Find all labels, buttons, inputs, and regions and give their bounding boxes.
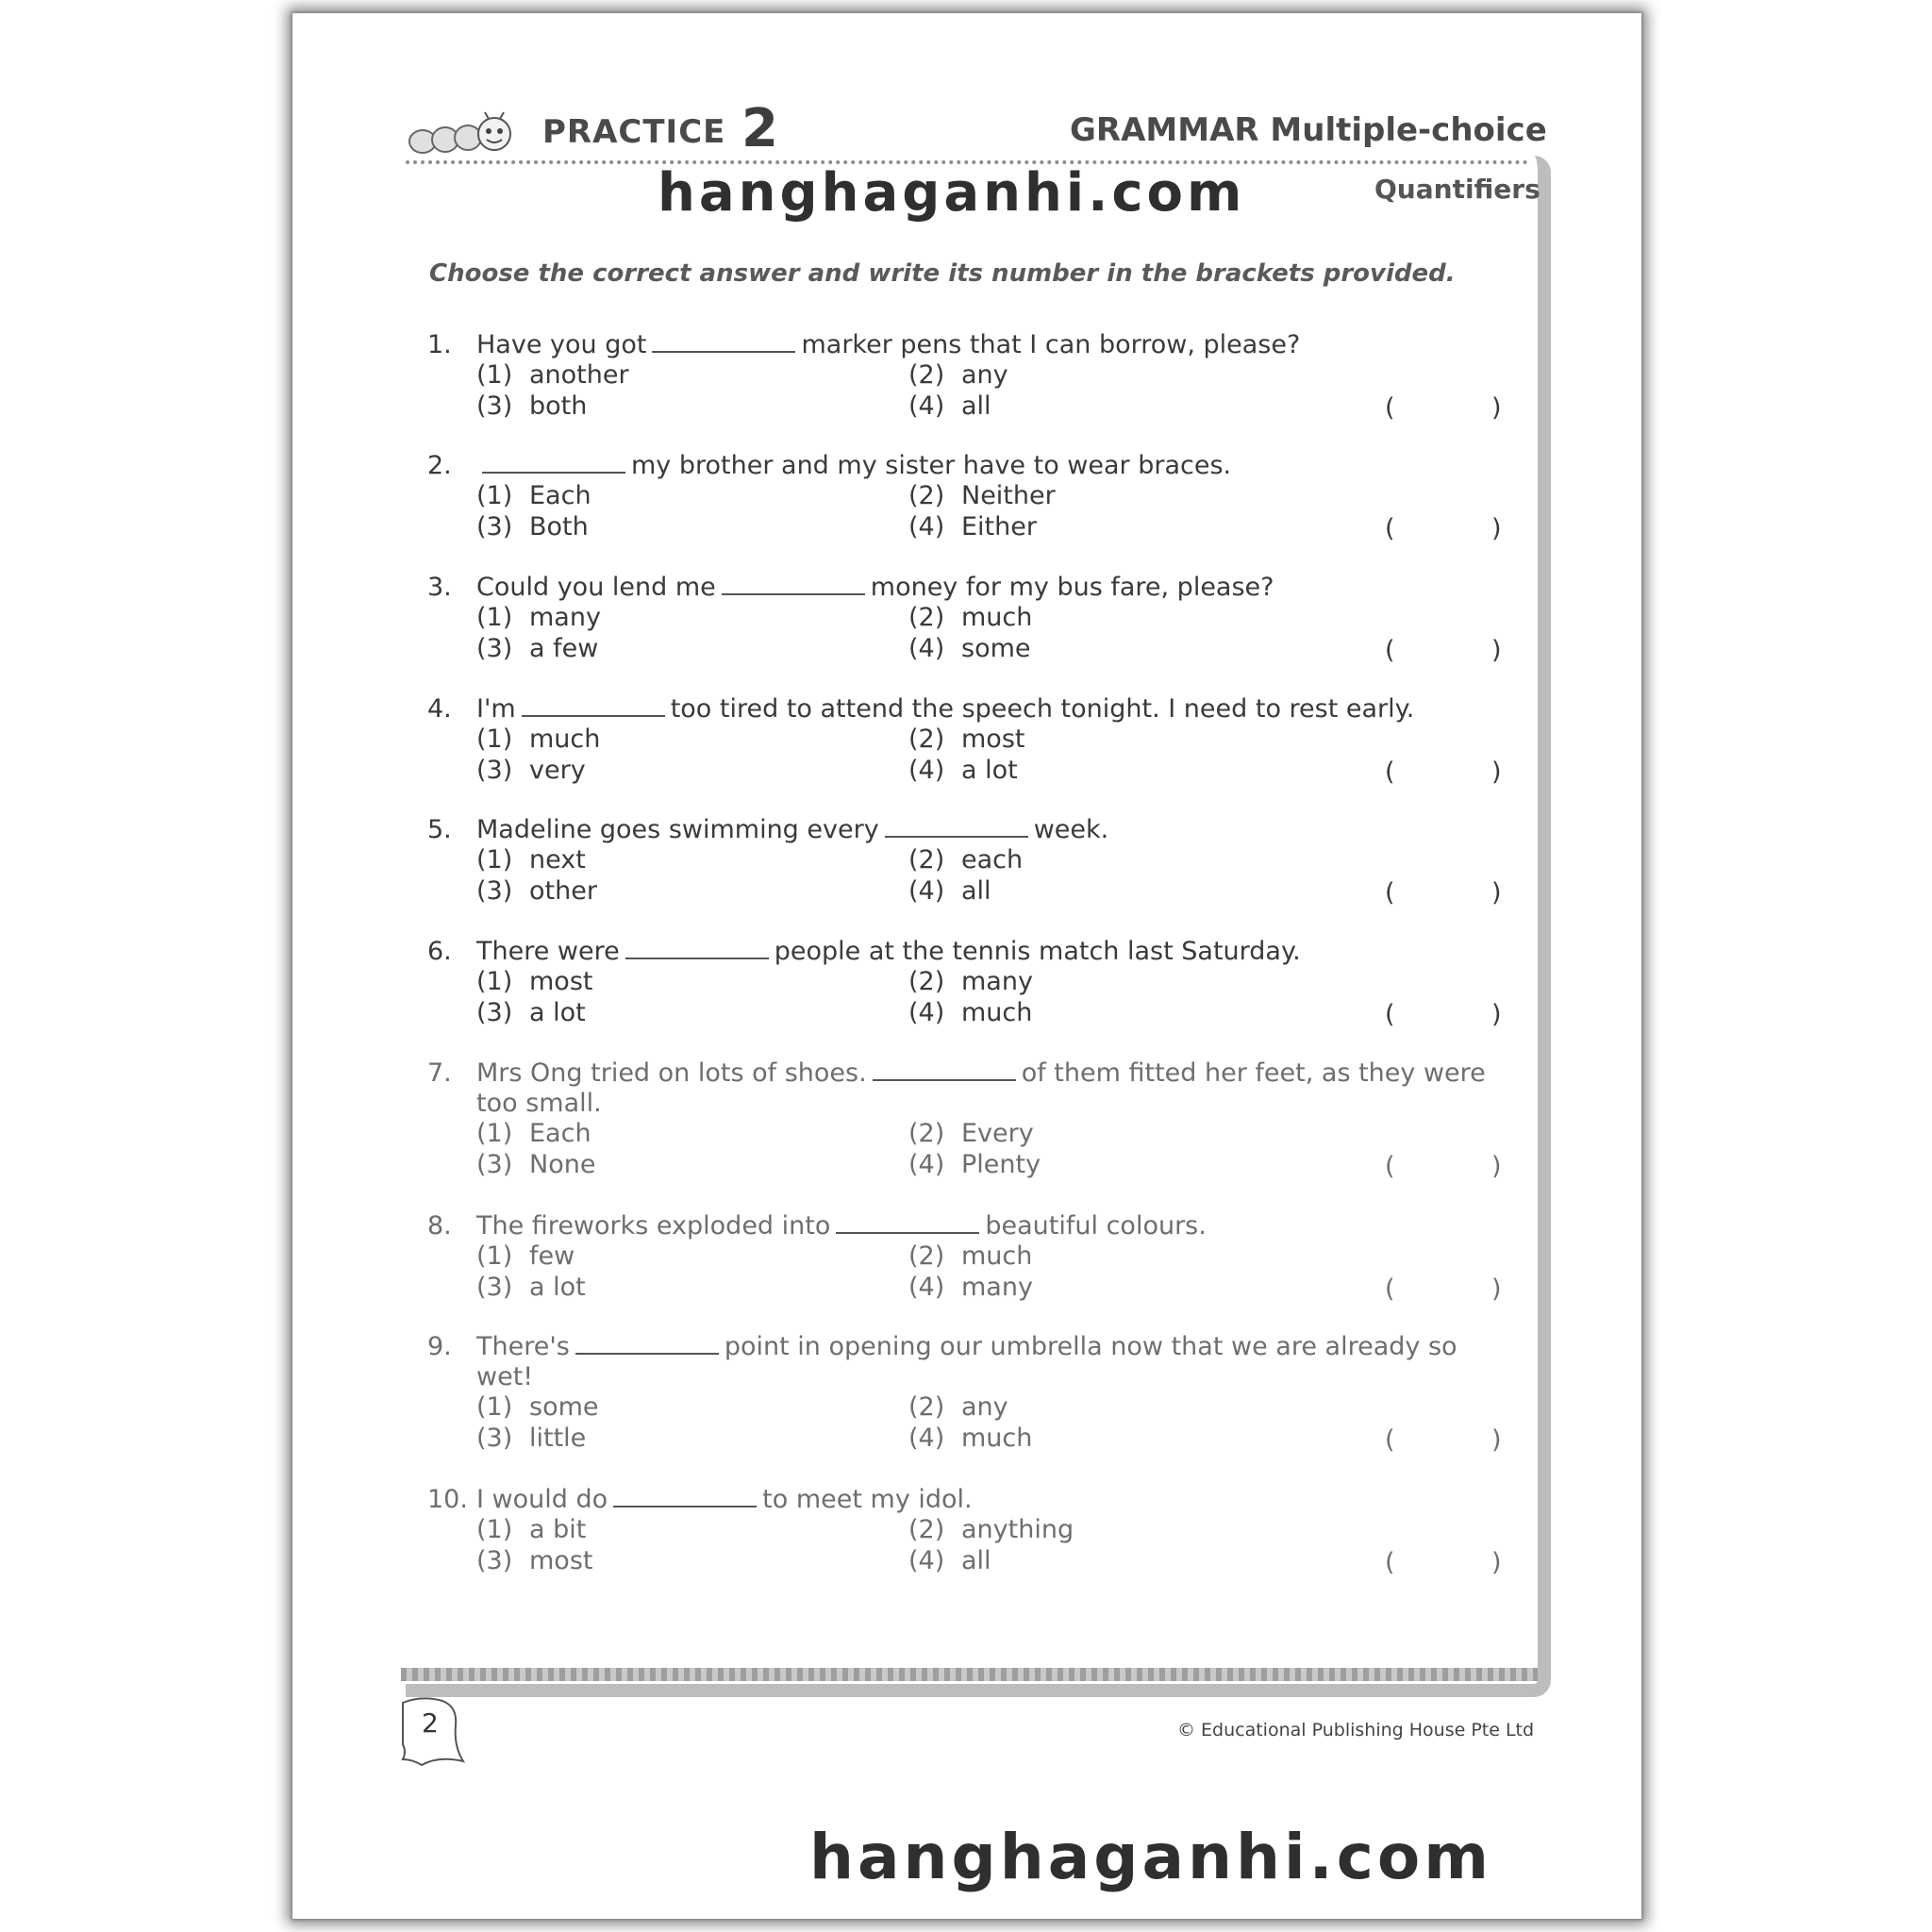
answer-bracket-close[interactable]: ) [1491,514,1502,543]
option-text: many [961,967,1033,996]
answer-bracket-open[interactable]: ( [1385,1274,1395,1304]
answer-option[interactable] [908,1546,991,1575]
answer-blank[interactable] [836,1213,979,1234]
answer-bracket-open[interactable]: ( [1385,636,1395,665]
option-text: next [529,845,586,874]
stem-after-blank: point in opening our umbrella now that we are already so [724,1332,1457,1361]
option-text: a lot [961,756,1018,785]
answer-option[interactable] [908,998,1032,1027]
option-number: (1) [476,1392,513,1422]
page-number-tab [401,1693,476,1767]
answer-blank[interactable] [522,696,665,717]
answer-bracket-close[interactable]: ) [1491,1274,1502,1304]
question-stem [476,694,1495,724]
answer-option[interactable] [476,634,598,663]
answer-option[interactable] [476,724,600,754]
option-number: (2) [908,967,945,996]
answer-option[interactable] [908,1241,1032,1271]
option-text: much [961,1424,1033,1453]
stem-continuation: wet! [476,1362,534,1391]
answer-bracket-open[interactable]: ( [1385,878,1395,908]
question-stem [476,1058,1495,1119]
answer-bracket-close[interactable]: ) [1491,878,1502,908]
answer-bracket-close[interactable]: ) [1491,636,1502,665]
stem-continuation: too small. [476,1089,602,1118]
answer-bracket-open[interactable]: ( [1385,758,1395,787]
option-number: (3) [476,1424,513,1453]
question-number: 1. [427,330,452,359]
option-text: much [961,603,1033,632]
answer-option[interactable] [908,876,991,906]
option-text: other [529,876,597,906]
answer-option[interactable] [908,1150,1041,1179]
option-number: (4) [908,1150,945,1179]
answer-bracket-close[interactable]: ) [1491,1152,1502,1181]
practice-label: PRACTICE [542,113,726,151]
option-number: (4) [908,391,945,421]
answer-bracket-open[interactable]: ( [1385,393,1395,423]
answer-blank[interactable] [613,1487,757,1507]
answer-option[interactable] [476,998,586,1027]
question-stem [476,1332,1495,1392]
answer-option[interactable] [476,1546,592,1575]
answer-option[interactable] [908,756,1018,785]
option-text: most [961,724,1025,754]
question-number: 6. [427,937,452,966]
answer-option[interactable] [908,967,1033,996]
question-stem [476,937,1495,967]
caterpillar-icon [406,111,526,158]
question-number: 8. [427,1211,452,1241]
answer-bracket-open[interactable]: ( [1385,1548,1395,1577]
option-number: (1) [476,724,513,754]
answer-bracket-open[interactable]: ( [1385,514,1395,543]
option-text: all [961,391,991,421]
option-text: a bit [529,1515,587,1544]
option-number: (1) [476,481,513,510]
option-text: many [961,1273,1033,1302]
answer-bracket-open[interactable]: ( [1385,1000,1395,1029]
option-text: Each [529,481,591,510]
option-text: any [961,360,1008,390]
stem-after-blank: people at the tennis match last Saturday. [774,937,1301,966]
answer-bracket-close[interactable]: ) [1491,1548,1502,1577]
answer-bracket-close[interactable]: ) [1491,1000,1502,1029]
answer-option[interactable] [908,1273,1033,1302]
answer-blank[interactable] [873,1060,1016,1081]
answer-option[interactable] [476,1424,586,1453]
stem-before-blank: Madeline goes swimming every [476,815,879,844]
option-number: (3) [476,1150,513,1179]
answer-option[interactable] [908,603,1032,632]
practice-number: 2 [741,98,778,159]
answer-option[interactable] [476,967,592,996]
option-number: (4) [908,998,945,1027]
option-number: (4) [908,512,945,541]
option-text: each [961,845,1024,874]
stem-before-blank: The fireworks exploded into [476,1211,831,1241]
option-text: very [529,756,586,785]
answer-option[interactable] [908,1424,1032,1453]
answer-option[interactable] [476,603,601,632]
option-text: None [529,1150,596,1179]
option-text: all [961,1546,991,1575]
option-text: much [961,1241,1033,1271]
option-number: (2) [908,1392,945,1422]
stem-before-blank: Mrs Ong tried on lots of shoes. [476,1058,867,1088]
option-text: Either [961,512,1037,541]
stem-after-blank: to meet my idol. [762,1485,973,1514]
option-number: (3) [476,1546,513,1575]
option-number: (2) [908,724,945,754]
stem-after-blank: too tired to attend the speech tonight. I need to rest early. [670,694,1415,724]
answer-option[interactable] [908,1119,1034,1148]
option-number: (3) [476,634,513,663]
question-stem [476,330,1495,360]
watermark-bottom: hanghaganhi.com [809,1821,1492,1893]
answer-option[interactable] [908,1515,1074,1544]
option-text: both [529,391,588,421]
stem-after-blank: beautiful colours. [985,1211,1207,1241]
option-text: all [961,876,991,906]
option-text: most [529,1546,593,1575]
stem-after-blank: marker pens that I can borrow, please? [801,330,1301,359]
option-text: Neither [961,481,1056,510]
option-text: Both [529,512,589,541]
answer-option[interactable] [908,391,991,421]
option-text: most [529,967,593,996]
answer-option[interactable] [476,481,591,510]
option-number: (3) [476,876,513,906]
question-number: 5. [427,815,452,844]
option-number: (1) [476,1119,513,1148]
option-number: (4) [908,1546,945,1575]
stem-before-blank: Could you lend me [476,573,716,602]
answer-option[interactable] [476,1150,595,1179]
stem-after-blank: my brother and my sister have to wear braces. [631,451,1232,480]
answer-bracket-close[interactable]: ) [1491,1425,1502,1455]
option-number: (3) [476,391,513,421]
answer-option[interactable] [476,1119,591,1148]
answer-option[interactable] [908,1392,1008,1422]
question-stem [476,451,1495,481]
answer-option[interactable] [476,845,586,874]
option-number: (4) [908,1424,945,1453]
answer-option[interactable] [476,1273,586,1302]
footer-divider [401,1668,1538,1681]
page-number: 2 [422,1707,439,1739]
question-number: 2. [427,451,452,480]
answer-blank[interactable] [652,332,795,353]
question-number: 3. [427,573,452,602]
option-number: (4) [908,634,945,663]
answer-bracket-close[interactable]: ) [1491,758,1502,787]
option-text: much [961,998,1033,1027]
option-number: (4) [908,876,945,906]
page-title: GRAMMAR Multiple-choice [1070,111,1547,149]
answer-option[interactable] [476,1241,575,1271]
question-stem [476,1485,1495,1515]
question-number: 4. [427,694,452,724]
option-number: (3) [476,756,513,785]
option-number: (3) [476,512,513,541]
option-number: (2) [908,603,945,632]
stem-after-blank: week. [1033,815,1109,844]
answer-blank[interactable] [575,1334,719,1355]
option-number: (2) [908,1241,945,1271]
answer-bracket-open[interactable]: ( [1385,1425,1395,1455]
option-number: (1) [476,603,513,632]
answer-bracket-close[interactable]: ) [1491,393,1502,423]
option-text: another [529,360,629,390]
option-text: a lot [529,998,586,1027]
option-text: anything [961,1515,1074,1544]
stem-before-blank: I'm [476,694,516,724]
answer-blank[interactable] [482,453,625,474]
option-text: Each [529,1119,591,1148]
answer-option[interactable] [908,724,1024,754]
answer-blank[interactable] [625,939,769,959]
answer-option[interactable] [476,391,587,421]
stem-after-blank: of them fitted her feet, as they were [1021,1058,1486,1088]
option-text: some [529,1392,599,1422]
option-number: (2) [908,845,945,874]
stem-before-blank: I would do [476,1485,608,1514]
option-number: (3) [476,998,513,1027]
answer-option[interactable] [476,512,589,541]
answer-option[interactable] [908,845,1023,874]
option-text: Plenty [961,1150,1041,1179]
copyright-text: © Educational Publishing House Pte Ltd [1177,1720,1535,1740]
answer-blank[interactable] [722,575,865,595]
answer-option[interactable] [908,360,1008,390]
answer-option[interactable] [476,1392,599,1422]
answer-option[interactable] [908,481,1056,510]
instruction-text: Choose the correct answer and write its number in the brackets provided. [429,259,1456,288]
question-number: 7. [427,1058,452,1088]
option-text: few [529,1241,575,1271]
answer-bracket-open[interactable]: ( [1385,1152,1395,1181]
option-number: (2) [908,1119,945,1148]
option-text: some [961,634,1031,663]
question-number: 10. [427,1485,468,1514]
stem-before-blank: There were [476,937,620,966]
option-text: little [529,1424,587,1453]
stem-before-blank: Have you got [476,330,647,359]
option-number: (2) [908,481,945,510]
option-number: (2) [908,360,945,390]
option-number: (4) [908,756,945,785]
option-text: many [529,603,601,632]
question-number: 9. [427,1332,452,1361]
question-stem [476,573,1495,603]
option-number: (4) [908,1273,945,1302]
watermark-top: hanghaganhi.com [658,162,1246,224]
option-number: (1) [476,845,513,874]
option-number: (1) [476,1241,513,1271]
option-number: (3) [476,1273,513,1302]
option-number: (1) [476,1515,513,1544]
question-stem [476,1211,1495,1241]
stem-after-blank: money for my bus fare, please? [870,573,1274,602]
answer-option[interactable] [908,512,1037,541]
option-number: (2) [908,1515,945,1544]
stem-before-blank: There's [476,1332,570,1361]
option-number: (1) [476,360,513,390]
answer-option[interactable] [476,876,597,906]
option-text: Every [961,1119,1034,1148]
option-text: a few [529,634,599,663]
option-number: (1) [476,967,513,996]
question-stem [476,815,1495,845]
answer-option[interactable] [476,1515,586,1544]
page-subtitle: Quantifiers [1374,174,1541,205]
answer-blank[interactable] [885,817,1028,838]
answer-option[interactable] [908,634,1031,663]
option-text: much [529,724,601,754]
answer-option[interactable] [476,756,586,785]
answer-option[interactable] [476,360,629,390]
option-text: a lot [529,1273,586,1302]
option-text: any [961,1392,1008,1422]
